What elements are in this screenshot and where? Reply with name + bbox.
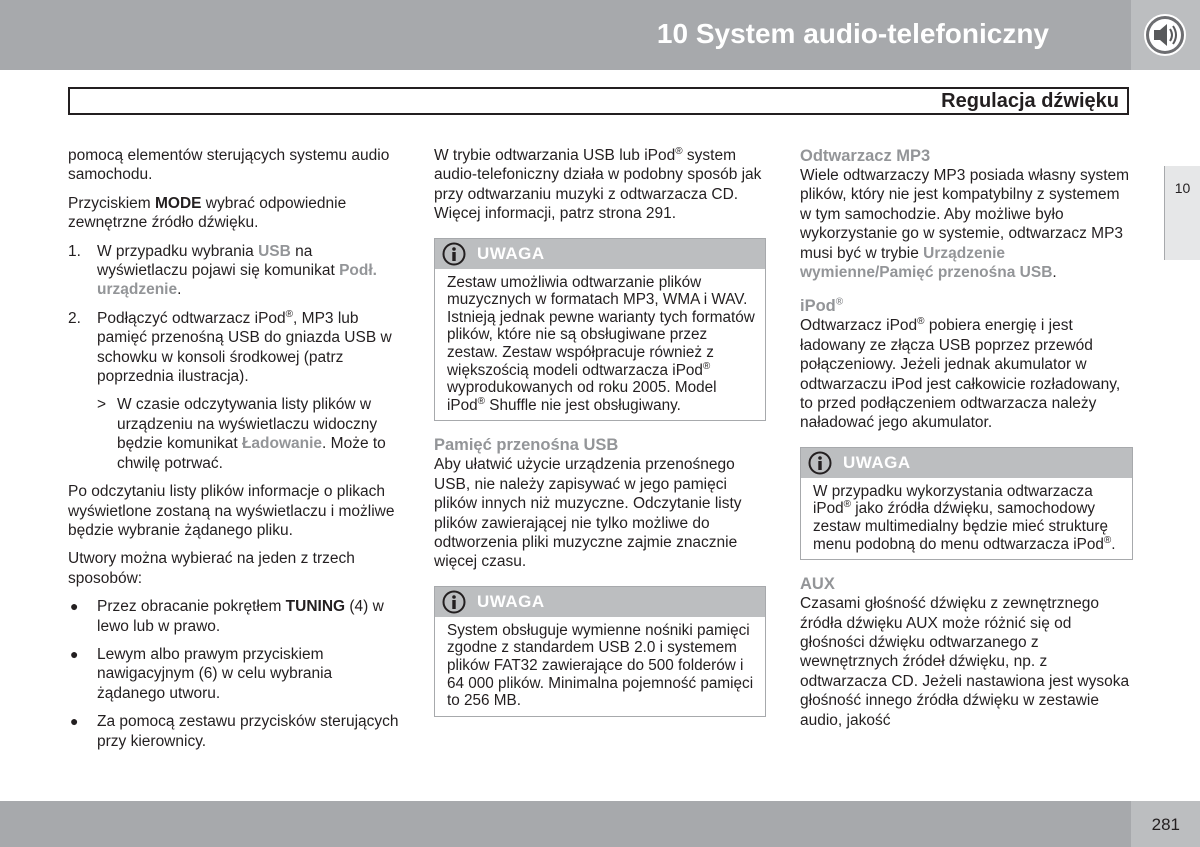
column-1 xyxy=(68,146,403,760)
bullet-item: ● Za pomocą zestawu przycisków sterujących przy kierownicy. xyxy=(70,713,399,750)
sub-item: > W czasie odczytywania listy plików w urządzeniu na wyświetlaczu widoczny będzie komunikat Ładowanie. Może to chwilę potrwać. xyxy=(97,396,386,472)
subheading: AUX xyxy=(800,575,835,594)
note-label: UWAGA xyxy=(477,243,545,263)
subheading: Pamięć przenośna USB xyxy=(434,436,619,455)
info-icon xyxy=(807,451,833,475)
column-3 xyxy=(800,146,1133,739)
subheading: Odtwarzacz MP3 xyxy=(800,147,931,165)
numbered-item: 1. W przypadku wybrania USB na wyświetlaczu pojawi się komunikat Podł. urządzenie. xyxy=(68,242,377,299)
note-box xyxy=(800,447,1133,560)
note-label: UWAGA xyxy=(477,591,545,611)
chapter-title: 10 System audio-telefoniczny xyxy=(656,18,1049,49)
paragraph: Po odczytaniu listy plików informacje o plikach wyświetlone zostaną na wyświetlaczu i możliwe będzie wybranie żądanego pliku. xyxy=(68,483,395,539)
paragraph: pomocą elementów sterujących systemu audio samochodu. xyxy=(68,147,390,184)
paragraph: Utwory można wybierać na jeden z trzech sposobów: xyxy=(68,550,355,587)
bullet-item: ● Lewym albo prawym przyciskiem nawigacyjnym (6) w celu wybrania żądanego utworu. xyxy=(70,645,333,702)
note-text: W przypadku wykorzystania odtwarzacza iPod® jako źródła dźwięku, samochodowy zestaw multimedialny będzie mieć strukturę menu podobną do menu odtwarzacza iPod®. xyxy=(813,482,1116,553)
paragraph: Przyciskiem MODE wybrać odpowiednie zewnętrzne źródło dźwięku. xyxy=(68,194,347,232)
section-title: Regulacja dźwięku xyxy=(941,90,1119,112)
note-header xyxy=(435,587,765,617)
chapter-side-tab xyxy=(1164,166,1200,260)
note-box xyxy=(434,238,766,422)
bullet-icon: ● xyxy=(70,713,79,730)
note-header xyxy=(801,448,1132,478)
item-number: 2. xyxy=(68,309,81,327)
bullet-icon: ● xyxy=(70,598,79,615)
section-header xyxy=(68,87,1129,115)
paragraph: Wiele odtwarzaczy MP3 posiada własny system plików, który nie jest kompatybilny z systemem w tym samochodzie. Aby możliwe było wykorzystanie go w systemie, odtwarzacz MP3 musi być w trybie Urządzenie wymienne/Pamięć przenośna USB. xyxy=(800,167,1130,282)
note-text: Zestaw umożliwia odtwarzanie plików muzycznych w formatach MP3, WMA i WAV. Istnieją jednak pewne warianty tych formatów plików, które nie są obsługiwane przez zestaw. Zestaw współpracuje również z większością modeli odtwarzacza iPod® wyprodukowanych od roku 2005. Model iPod® Shuffle nie jest obsługiwany. xyxy=(447,273,755,414)
numbered-item: 2. Podłączyć odtwarzacz iPod®, MP3 lub pamięć przenośną USB do gniazda USB w schowku w konsoli środkowej (patrz poprzednia ilustracja). xyxy=(68,308,392,386)
chapter-icon-box xyxy=(1131,0,1200,70)
speaker-icon xyxy=(1142,13,1188,57)
item-number: 1. xyxy=(68,242,81,260)
footer-bar xyxy=(0,801,1131,847)
column-2 xyxy=(434,146,766,731)
info-icon xyxy=(441,590,467,614)
page-number-box xyxy=(1131,801,1200,847)
page-number: 281 xyxy=(1151,815,1180,834)
paragraph: Czasami głośność dźwięku z zewnętrznego źródła dźwięku AUX może różnić się od głośności dźwięku odtwarzanego z wewnętrznych źródeł dźwięku, np. z odtwarzacza CD. Jeżeli nastawiona jest wysoka głośność innego źródła dźwięku w zestawie audio, jakość xyxy=(800,595,1130,729)
side-tab-label: 10 xyxy=(1174,180,1191,196)
note-header xyxy=(435,239,765,269)
info-icon xyxy=(441,242,467,266)
arrow-icon: > xyxy=(97,396,107,414)
note-text: System obsługuje wymienne nośniki pamięci zgodne z standardem USB 2.0 i systemem plików FAT32 zawierające do 500 folderów i 64 000 plików. Minimalna pojemność pamięci to 256 MB. xyxy=(447,621,754,710)
paragraph: W trybie odtwarzania USB lub iPod® system audio-telefoniczny działa w podobny sposób jak przy odtwarzaniu muzyki z odtwarzacza CD. Więcej informacji, patrz strona 291. xyxy=(434,145,762,223)
chapter-header-bar xyxy=(0,0,1131,70)
bullet-item: ● Przez obracanie pokrętłem TUNING (4) w lewo lub w prawo. xyxy=(70,598,384,635)
note-box xyxy=(434,586,766,717)
note-label: UWAGA xyxy=(843,452,911,472)
subheading: iPod® xyxy=(800,296,844,316)
paragraph: Aby ułatwić użycie urządzenia przenośnego USB, nie należy zapisywać w jego pamięci plików innych niż muzyczne. Odczytanie listy plików zawierającej nie tylko możliwe do odtworzenia pliki muzyczne zajmie znacznie więcej czasu. xyxy=(434,456,742,571)
paragraph: Odtwarzacz iPod® pobiera energię i jest ładowany ze złącza USB poprzez przewód połączeniowy. Jeżeli jednak akumulator w odtwarzaczu iPod jest całkowicie rozładowany, to przed podłączeniem odtwarzacza należy naładować jego akumulator. xyxy=(800,316,1121,432)
bullet-icon: ● xyxy=(70,645,79,662)
